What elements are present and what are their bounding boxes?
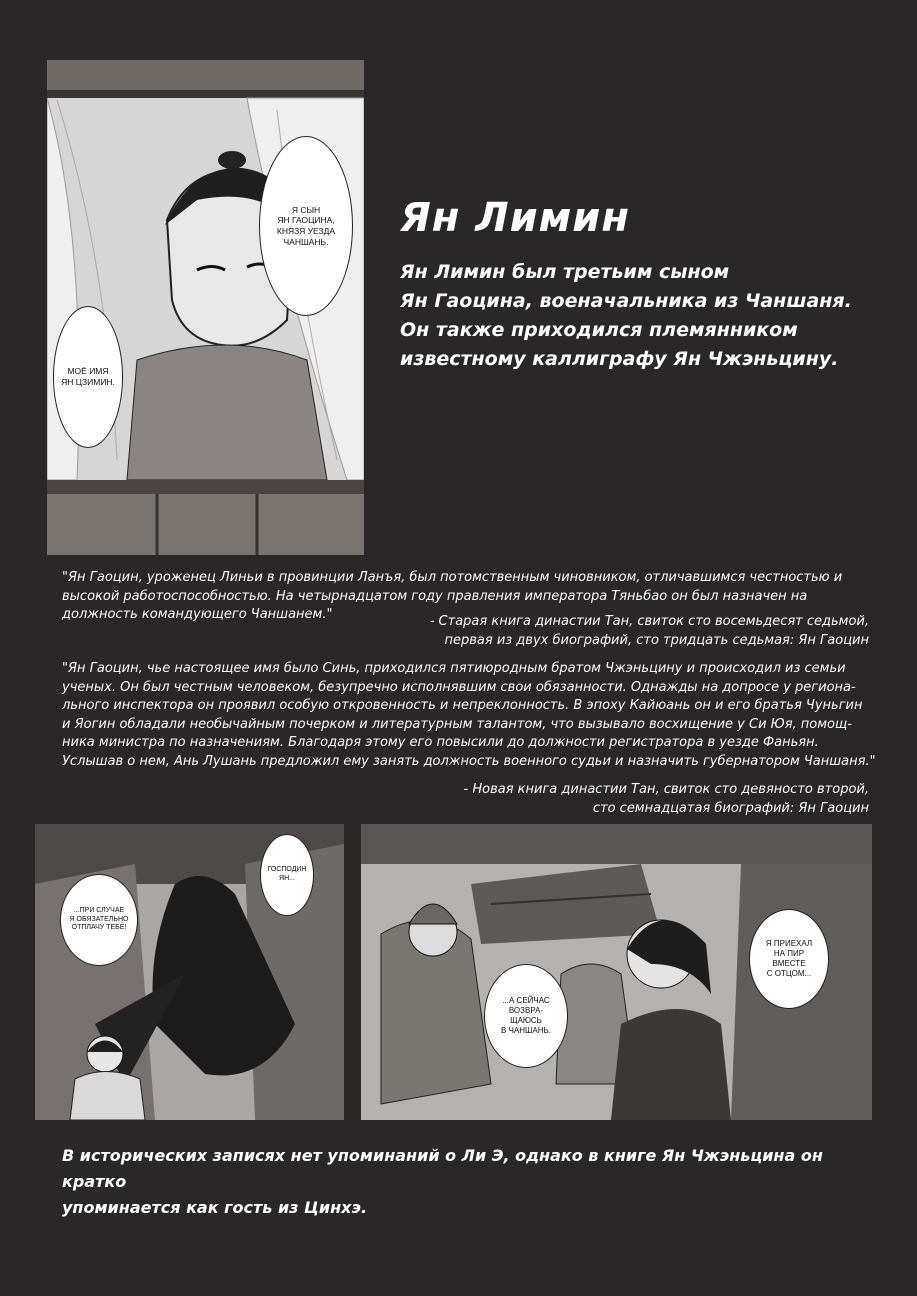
- speech-bubble-lord-yan: ГОСПОДИН ЯН...: [260, 834, 314, 916]
- page-title: Ян Лимин: [400, 195, 630, 241]
- speech-bubble-repay-you: ...ПРИ СЛУЧАЕ Я ОБЯЗАТЕЛЬНО ОТПЛАЧУ ТЕБЕ!: [60, 874, 138, 966]
- speech-bubble-son-of-yan-gaoqing: Я СЫН ЯН ГАОЦИНА, КНЯЗЯ УЕЗДА ЧАНШАНЬ.: [259, 136, 353, 316]
- quote-new-tang-book: "Ян Гаоцин, чье настоящее имя было Синь, приходился пятиюродным братом Чжэньцину и происходил из семьи ученых. Он был честным человеком, безупречно исполнявшим свои обязанности. Однажды на допросе у региона- льного инспектора он проявил особую откровенность и непреклонность. В эпоху Кайюань он и его братья Чуньгин и Яогин обладали необычайным почерком и литературным талантом, что вызывало восхищение у Си Юя, помощ- ника министра по назначениям. Благодаря этому его повысили до должности регистратора в уезде Фаньян. Услышав о нем, Ань Лушань предложил ему занять должность военного судьи и назначить губернатором Чаншаня.": [62, 661, 876, 769]
- source-new-tang-book: - Новая книга династии Тан, свиток сто девяносто второй, сто семнадцатая биографий: Ян Гаоцин: [463, 782, 869, 816]
- source-old-tang-book: - Старая книга династии Тан, свиток сто восемьдесят седьмой, первая из двух биографий, сто тридцать седьмая: Ян Гаоцин: [429, 614, 869, 648]
- speech-bubble-came-to-feast: Я ПРИЕХАЛ НА ПИР ВМЕСТЕ С ОТЦОМ...: [749, 909, 829, 1009]
- speech-bubble-returning-to-changshan: ...А СЕЙЧАС ВОЗВРА- ЩАЮСЬ В ЧАНШАНЬ.: [484, 964, 568, 1068]
- manga-panel-bottom-right: [361, 824, 872, 1120]
- manga-panel-top: [47, 60, 364, 555]
- manga-panel-bottom-left: [35, 824, 344, 1120]
- footer-note: В исторических записях нет упоминаний о Ли Э, однако в книге Ян Чжэньцина он кратко упоминается как гость из Цинхэ.: [62, 1146, 823, 1217]
- speech-bubble-my-name: МОЁ ИМЯ ЯН ЦЗИМИН.: [53, 306, 123, 448]
- quote-old-tang-book: "Ян Гаоцин, уроженец Линьи в провинции Ланъя, был потомственным чиновником, отличавшимся честностью и высокой работоспособностью. На четырнадцатом году правления императора Тяньбао он был назначен на должность командующего Чаншанем.": [62, 570, 843, 622]
- intro-paragraph: Ян Лимин был третьим сыном Ян Гаоцина, военачальника из Чаншаня. Он также приходился племянником известному каллиграфу Ян Чжэньцину.: [400, 261, 852, 370]
